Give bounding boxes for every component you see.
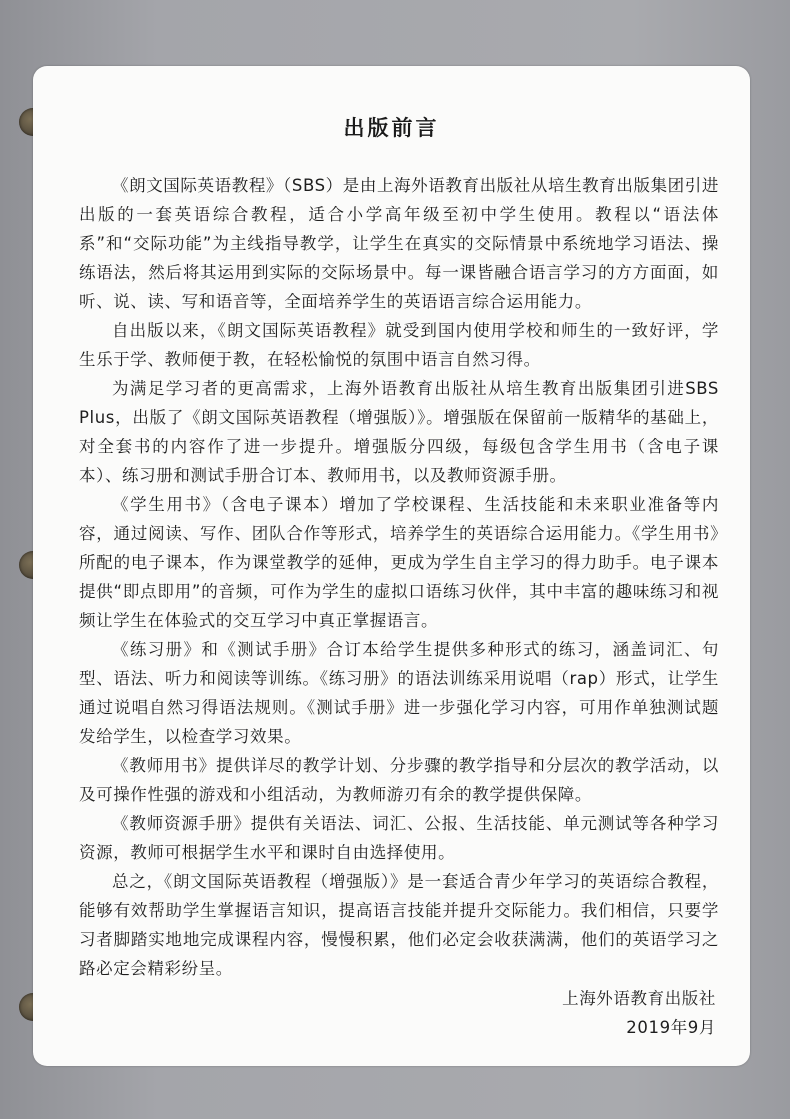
page-title: 出版前言 — [343, 116, 440, 140]
preface-body — [79, 171, 719, 983]
document-page — [33, 66, 750, 1066]
paragraph-workbook: 《练习册》和《测试手册》合订本给学生提供多种形式的练习，涵盖词汇、句型、语法、听力和阅读等训练。《练习册》的语法训练采用说唱（rap）形式，让学生通过说唱自然习得语法规则。《测试手册》进一步强化学习内容，可用作单独测试题发给学生，以检查学习效果。 — [79, 640, 719, 746]
paragraph-conclusion: 总之，《朗文国际英语教程（增强版）》是一套适合青少年学习的英语综合教程，能够有效帮助学生掌握语言知识，提高语言技能并提升交际能力。我们相信，只要学习者脚踏实地地完成课程内容，慢慢积累，他们必定会收获满满，他们的英语学习之路必定会精彩纷呈。 — [79, 872, 719, 978]
paragraph-reception: 自出版以来，《朗文国际英语教程》就受到国内使用学校和师生的一致好评，学生乐于学、教师便于教，在轻松愉悦的氛围中语言自然习得。 — [79, 321, 719, 369]
paragraph-resource-book: 《教师资源手册》提供有关语法、词汇、公报、生活技能、单元测试等各种学习资源，教师可根据学生水平和课时自由选择使用。 — [79, 814, 719, 862]
paragraph-intro: 《朗文国际英语教程》（SBS）是由上海外语教育出版社从培生教育出版集团引进出版的一套英语综合教程，适合小学高年级至初中学生使用。教程以“语法体系”和“交际功能”为主线指导教学，让学生在真实的交际情景中系统地学习语法、操练语法，然后将其运用到实际的交际场景中。每一课皆融合语言学习的方方面面，如听、说、读、写和语音等，全面培养学生的英语语言综合运用能力。 — [79, 176, 719, 311]
signature-block — [562, 984, 716, 1042]
publisher-name: 上海外语教育出版社 — [562, 989, 716, 1008]
publish-date: 2019年9月 — [626, 1018, 716, 1037]
paragraph-teacher-book: 《教师用书》提供详尽的教学计划、分步骤的教学指导和分层次的教学活动，以及可操作性强的游戏和小组活动，为教师游刃有余的教学提供保障。 — [79, 756, 719, 804]
paragraph-plus-edition: 为满足学习者的更高需求，上海外语教育出版社从培生教育出版集团引进SBS Plus，出版了《朗文国际英语教程（增强版）》。增强版在保留前一版精华的基础上，对全套书的内容作了进一步提升。增强版分四级，每级包含学生用书（含电子课本）、练习册和测试手册合订本、教师用书，以及教师资源手册。 — [79, 379, 719, 485]
paragraph-student-book: 《学生用书》（含电子课本）增加了学校课程、生活技能和未来职业准备等内容，通过阅读、写作、团队合作等形式，培养学生的英语综合运用能力。《学生用书》所配的电子课本，作为课堂教学的延伸，更成为学生自主学习的得力助手。电子课本提供“即点即用”的音频，可作为学生的虚拟口语练习伙伴，其中丰富的趣味练习和视频让学生在体验式的交互学习中真正掌握语言。 — [79, 495, 719, 630]
